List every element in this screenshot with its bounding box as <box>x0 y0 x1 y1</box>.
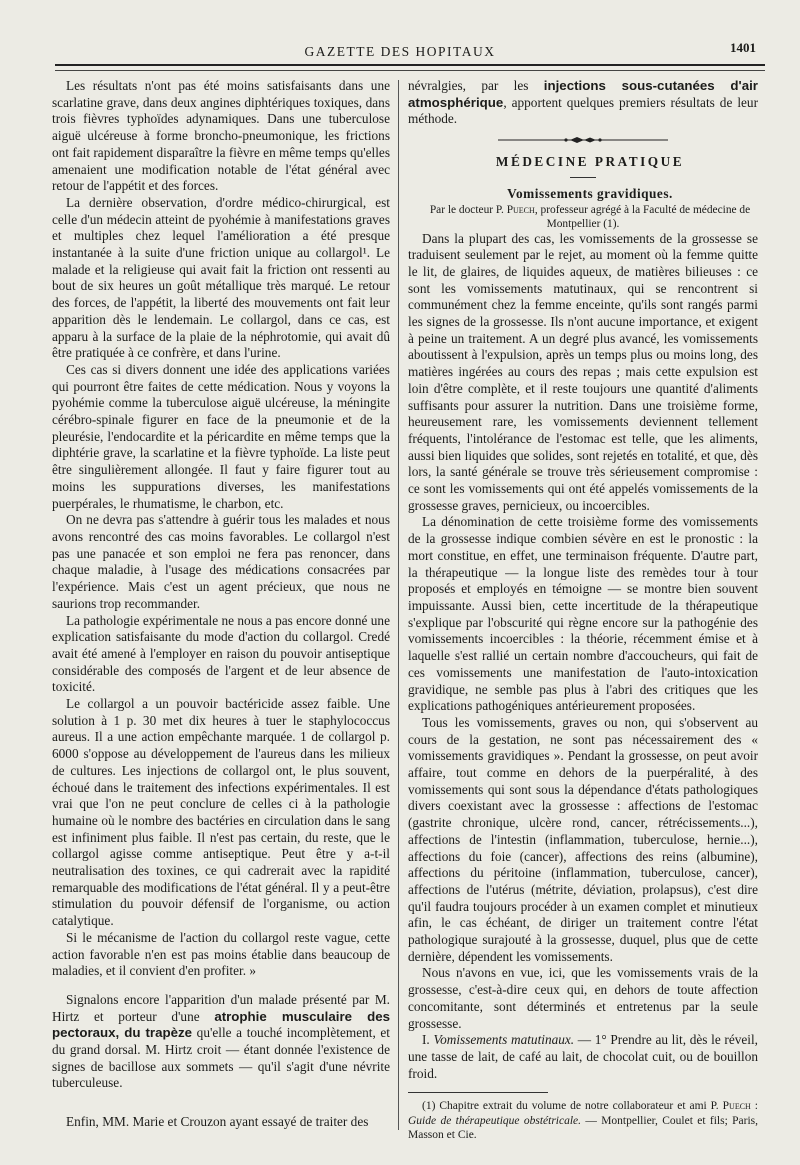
spacer <box>52 980 390 992</box>
text-run: névralgies, par les <box>408 78 544 93</box>
paragraph: La pathologie expérimentale ne nous a pas encore donné une explication satisfaisante du mode d'action du collargol. Credé avait été amené à l'employer en raison du pouvoir antiseptique considérable des composés de l'argent et de leur absence de toxicité. <box>52 612 390 695</box>
bold-text-run: injections sous-cutanées d'air atmosphérique <box>408 78 758 110</box>
paragraph: On ne devra pas s'attendre à guérir tous les malades et nous avons rencontré des cas moins favorables. Le collargol n'est pas une panacée et son emploi ne fera pas renoncer, dans chaque maladie, à l'usage des médications consacrées par l'expérience. Mais c'est un agent précieux, que nous ne saurions trop recommander. <box>52 512 390 611</box>
text-run: Par le docteur P. <box>429 203 507 216</box>
ornament-divider <box>498 136 668 144</box>
paragraph <box>52 992 390 1092</box>
italic-text-run: Vomissements matutinaux. <box>433 1032 575 1048</box>
text-run: — Montpellier, Coulet et fils; Paris, Masson et Cie. <box>408 1114 759 1142</box>
page-number: 1401 <box>730 40 756 55</box>
paragraph <box>408 78 758 128</box>
italic-text-run: Guide de thérapeutique obstétricale. <box>408 1114 582 1127</box>
paragraph: La dénomination de cette troisième forme des vomissements de la grossesse indique combien sévère en est le pronostic : la mort constitue, en effet, une terminaison fréquente. D'autre part, la thérapeutique — la longue liste des remèdes tour à tour proposés et employés en témoigne — se montre bien souvent impuissante. Aussi bien, cette incertitude de la thérapeutique s'explique par l'obscurité qui règne encore sur la pathogénie des vomissements incoercibles : la théorie, récemment émise et à laquelle s'est rallié un certain nombre d'accoucheurs, qui fait de ces vomissements une manifestation de l'auto-intoxication gravidique, ne semble pas plus à l'abri des critiques que les explications pathogéniques antérieurement proposées. <box>408 514 758 714</box>
paragraph: Nous n'avons en vue, ici, que les vomissements vrais de la grossesse, c'est-à-dire ceux qui, en dehors de toute affection concomitante, sont déterminés et entretenus par la seule grossesse. <box>408 965 758 1031</box>
text-run: I. <box>422 1032 434 1048</box>
page-header-title: GAZETTE DES HOPITAUX <box>304 44 496 59</box>
paragraph <box>408 1032 758 1082</box>
footnote <box>408 1099 758 1143</box>
paragraph: Les résultats n'ont pas été moins satisfaisants dans une scarlatine grave, dans deux angines diphtériques toxiques, dans trois fièvres typhoïdes adynamiques. Dans une tuberculose aiguë ulcéreuse à forme broncho-pneumonique, les frictions ont fait rapidement disparaître la fièvre en même temps qu'elles amenaient une modification notable de l'état général avec retour de l'appétit et des forces. <box>52 78 391 194</box>
bold-text-run: atrophie musculaire des pectoraux, du trapèze <box>52 1008 391 1041</box>
paragraph: Tous les vomissements, graves ou non, qui s'observent au cours de la gestation, ne sont pas nécessairement des « vomissements gravidiques ». Pendant la grossesse, on peut avoir affaire, tout comme en dehors de la puerpéralité, à des vomissements qui sont sous la dépendance d'états pathologiques divers coexistant avec la grossesse : affections de l'estomac (gastrite chronique, ulcère rond, cancer, rétrécissements...), affections de l'intestin (inflammation, tuberculose, hernie...), affections du foie (cancer), affections des reins (albumine), affections du péritoine (inflammation, tuberculose, cancer), affections de l'utérus (métrite, déviation, prolapsus), c'est dire qu'il faudra toujours procéder à un examen complet et minutieux afin, le cas échéant, de diriger un traitement contre l'état pathologique surajouté à la grossesse, duquel, plus que de cette dernière, dépendent les vomissements. <box>408 714 758 964</box>
byline <box>408 203 758 231</box>
text-run: qu'elle a touché incomplètement, et du grand dorsal. M. Hirtz croit — étant donnée l'existence de signes de bacillose aux sommets — qu'il s'agit d'une névrite tuberculeuse. <box>52 1025 390 1091</box>
column-divider <box>398 80 399 1130</box>
section-rule <box>570 177 596 178</box>
header-rule-thin <box>55 70 765 71</box>
author-name: Puech <box>506 203 535 216</box>
footnote-rule <box>408 1092 548 1093</box>
article-title: Vomissements gravidiques. <box>507 185 673 201</box>
text-run: — 1° Prendre au lit, dès le réveil, une tasse de lait, de café au lait, de chocolat cuit, ou de bouillon froid. <box>408 1032 758 1081</box>
paragraph: La dernière observation, d'ordre médico-chirurgical, est celle d'un médecin atteint de pyohémie à manifestations graves et multiples chez lequel l'amélioration a été presque instantanée à la suite d'une friction unique au collargol¹. Le malade et la religieuse qui avait fait la friction ont ressenti au bout de six heures un goût métallique très marqué. Le retour des forces, de l'appétit, la liberté des mouvements ont fait leur apparition dès le lendemain. Le collargol, dans ce cas, est apparu à la surface de la plaie de la néphrotomie, qui avait dû être pratiquée à ce confrère, et dans l'urine. <box>52 194 390 361</box>
paragraph: Enfin, MM. Marie et Crouzon ayant essayé de traiter des <box>66 1114 369 1130</box>
paragraph: Dans la plupart des cas, les vomissements de la grossesse se traduisent seulement par le rejet, au moment où la femme quitte le lit, de glaires, de liquides aqueux, de matières bilieuses : ce sont les vomissements matutinaux, qui se rencontrent si communément chez la femme enceinte, qu'ils sont rangés parmi les signes de la grossesse. Ils n'ont aucune importance, et exigent à peine un traitement. A un degré plus avancé, les vomissements aboutissent à l'expulsion, après un temps plus ou moins long, des matières ingérées au cours des repas ; mais cette expulsion est loin d'être complète, et il reste toujours une quantité d'aliments suffisants pour assurer la nutrition. Dans une troisième forme, heureusement rare, les vomissements deviennent tellement fréquents, l'intolérance de l'estomac est telle, que les aliments, aussi bien liquides que solides, sont rejetés en totalité, et que, dès lors, la santé générale se trouve très sérieusement compromise : ce sont les vomissements qui ont été appelés vomissements de la grossesse graves, pernicieux, ou incoercibles. <box>408 230 758 513</box>
paragraph: Le collargol a un pouvoir bactéricide assez faible. Une solution à 1 p. 30 met dix heures à tuer le staphylococcus aureus. Il a une action empêchante marquée. 1 de collargol p. 6000 s'oppose au développement de l'aureus dans les milieux de cultures. Les injections de collargol ont, le plus souvent, échoué dans le traitement des infections expérimentales. Il est vrai que l'on ne peut conclure de celles ci à la pathologie humaine où le nombre des bactéries en circulation dans le sang est infiniment plus faible. Il n'est pas certain, du reste, que le collargol agisse comme antiseptique. Peut être y a-t-il neutralisation des toxines, ce qui cadrerait avec la rapidité remarquable des modifications de l'état général. Il y a peut-être stimulation du pouvoir défensif de l'organisme, ou action catalytique. <box>52 696 390 929</box>
text-run: , professeur agrégé à la Faculté de médecine de Montpellier (1). <box>534 203 751 230</box>
text-run: Signalons encore l'apparition d'un malade présenté par M. Hirtz et porteur d'une <box>52 991 390 1024</box>
section-title: MÉDECINE PRATIQUE <box>495 154 685 170</box>
text-run: (1) Chapitre extrait du volume de notre collaborateur et ami P. <box>422 1100 723 1113</box>
author-name: Puech <box>722 1100 751 1113</box>
paragraph: Ces cas si divers donnent une idée des applications variées qui pourront être faites de cette médication. Nous y voyons la pyohémie comme la tuberculose aiguë ulcéreuse, la méningite cérébro-spinale figurer en face de la pneumonie et de la pleurésie, l'endocardite et la péricardite en même temps que la diphtérie grave, la scarlatine et la fièvre typhoïde. La liste peut être singulièrement allongée. Il faut y faire figurer tout au moins les suppurations diverses, les manifestations puerpérales, le rhumatisme, le charbon, etc. <box>52 361 390 511</box>
paragraph: Si le mécanisme de l'action du collargol reste vague, cette action favorable n'en est pas moins établie dans beaucoup de maladies, et il convient d'en profiter. » <box>52 929 390 979</box>
text-run: : <box>750 1100 759 1113</box>
header-rule <box>55 64 765 66</box>
spacer <box>52 1092 390 1114</box>
text-run: , apportent quelques premiers résultats de leur méthode. <box>408 94 758 127</box>
right-column <box>408 78 758 1143</box>
left-column <box>52 78 390 1131</box>
